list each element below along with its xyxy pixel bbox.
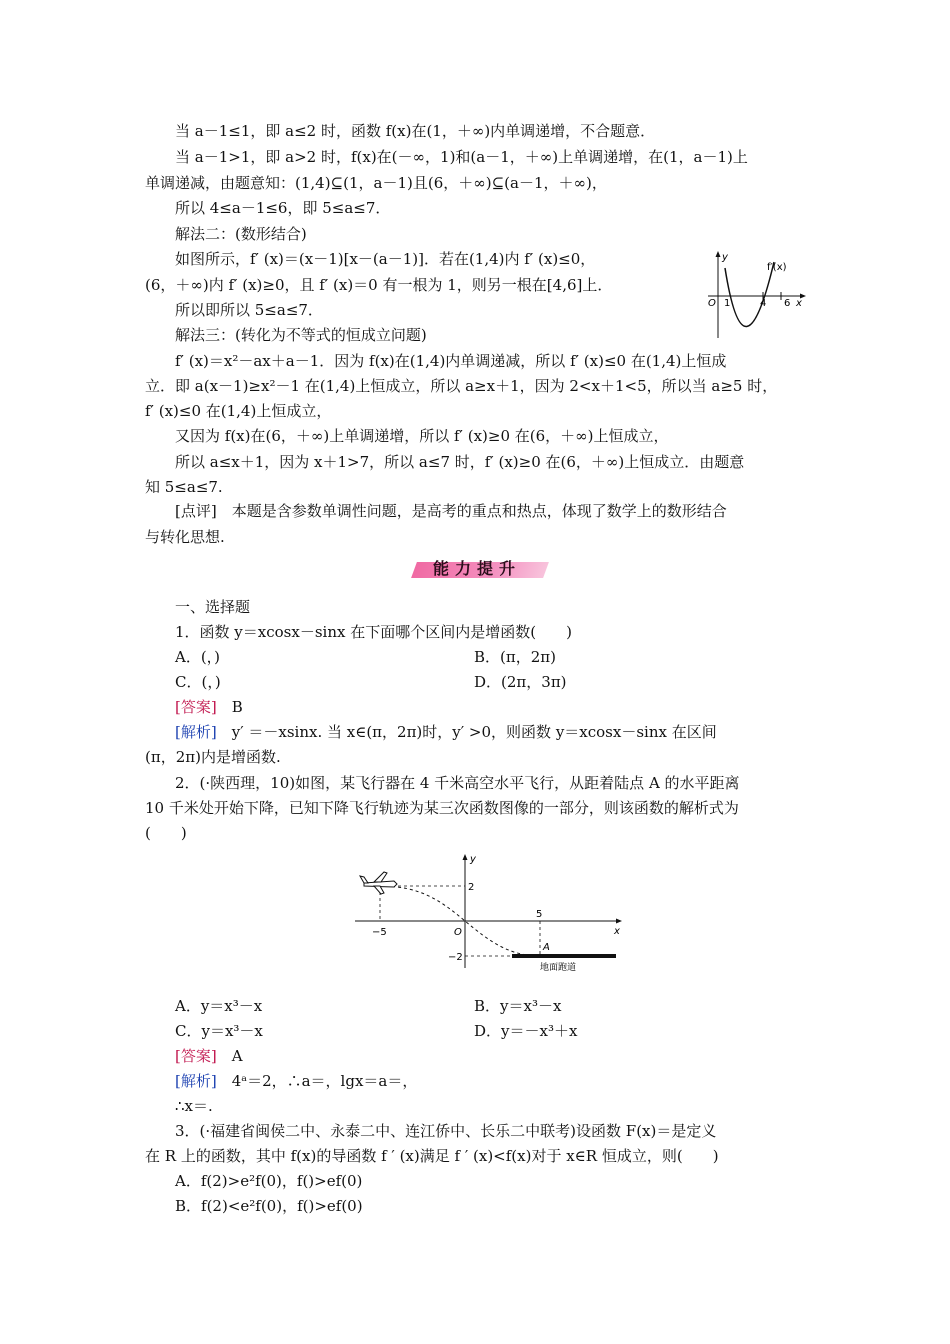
- section-heading: 一、选择题: [175, 598, 251, 616]
- y-axis-arrow: [463, 854, 468, 860]
- solution-line: 又因为 f(x)在(6，＋∞)上单调递增，所以 f′ (x)≥0 在(6，＋∞)上恒成立，: [175, 427, 669, 445]
- y-label: y: [470, 854, 476, 865]
- q2-option-b: B．y＝x³－x: [474, 997, 562, 1015]
- tick-neg2-label: −2: [448, 952, 463, 963]
- flight-path-figure: [350, 848, 625, 973]
- q3-option-a: A．f(2)>e²f(0)，f()>ef(0): [175, 1172, 363, 1190]
- curve-label: f′(x): [767, 262, 787, 273]
- method-title: 解法三：(转化为不等式的恒成立问题): [175, 326, 427, 344]
- solution-line: 所以即所以 5≤a≤7．: [175, 301, 323, 319]
- question-2-stem: ( ): [145, 824, 187, 842]
- comment-text: 本题是含参数单调性问题，是高考的重点和热点，体现了数学上的数形结合: [231, 502, 727, 520]
- x-axis-arrow: [616, 919, 622, 924]
- q1-analysis-line: (π，2π)内是增函数.: [145, 748, 281, 766]
- question-3-stem: 3．(·福建省闽侯二中、永泰二中、连江侨中、长乐二中联考)设函数 F(x)＝是定义: [175, 1122, 717, 1140]
- q1-analysis-text: y′ ＝－xsinx. 当 x∈(π，2π)时，y′ >0，则函数 y＝xcosx－sinx 在区间: [231, 723, 717, 741]
- question-2-stem: 2．(·陕西理，10)如图，某飞行器在 4 千米高空水平飞行，从距着陆点 A 的水平距离: [175, 774, 740, 792]
- q2-option-a: A．y＝x³－x: [175, 997, 263, 1015]
- section-title: 能力提升: [432, 559, 521, 578]
- solution-line: 所以 4≤a－1≤6，即 5≤a≤7．: [175, 199, 391, 217]
- tick-2-label: 2: [468, 882, 475, 893]
- question-2-stem: 10 千米处开始下降，已知下降飞行轨迹为某三次函数图像的一部分，则该函数的解析式为: [145, 799, 739, 817]
- y-label: y: [722, 252, 728, 263]
- solution-line: 当 a－1≤1，即 a≤2 时，函数 f(x)在(1，＋∞)内单调递增，不合题意．: [175, 122, 656, 140]
- q1-option-b: B．(π，2π): [474, 648, 556, 666]
- answer-tag: [答案]: [175, 1047, 217, 1065]
- solution-line: f′ (x)＝x²－ax＋a－1．因为 f(x)在(1,4)内单调递减，所以 f′ (x)≤0 在(1,4)上恒成: [175, 352, 727, 370]
- method-title: 解法二：(数形结合): [175, 225, 307, 243]
- origin-label: O: [454, 927, 462, 938]
- solution-line: 所以 a≤x＋1，因为 x＋1>7，所以 a≤7 时，f′ (x)≥0 在(6，＋∞)上恒成立．由题意: [175, 453, 745, 471]
- origin-label: O: [708, 298, 716, 309]
- tick-5-label: 5: [536, 909, 543, 920]
- solution-line: f′ (x)≤0 在(1,4)上恒成立，: [145, 402, 332, 420]
- analysis-tag: [解析]: [175, 1072, 217, 1090]
- q3-option-b: B．f(2)<e²f(0)，f()>ef(0): [175, 1197, 363, 1215]
- analysis-tag: [解析]: [175, 723, 217, 741]
- x-label: x: [796, 298, 802, 309]
- solution-line: 立．即 a(x－1)≥x²－1 在(1,4)上恒成立，所以 a≥x＋1，因为 2<x＋1<5，所以当 a≥5 时，: [145, 377, 778, 395]
- tick-neg5-label: −5: [372, 927, 387, 938]
- tick-1-label: 1: [724, 298, 731, 309]
- comment-line: 与转化思想.: [145, 528, 225, 546]
- q2-analysis-text: 4ᵃ＝2，∴a＝，lgx＝a＝，: [231, 1072, 418, 1090]
- comment-line: [175, 500, 727, 522]
- q2-option-c: C．y＝x³－x: [175, 1022, 263, 1040]
- q2-analysis-line: ∴x＝.: [175, 1097, 213, 1115]
- runway-bar: [512, 954, 616, 958]
- q2-answer-line: [175, 1045, 243, 1067]
- y-axis-arrow: [716, 251, 721, 257]
- q2-option-d: D．y＝－x³＋x: [474, 1022, 578, 1040]
- comment-tag: [点评]: [175, 502, 217, 520]
- airplane-icon: [360, 872, 397, 894]
- section-banner: [404, 558, 550, 580]
- q2-analysis-line: [175, 1070, 417, 1092]
- q1-option-d: D．(2π，3π): [474, 673, 567, 691]
- question-3-stem: 在 R 上的函数，其中 f(x)的导函数 f ′ (x)满足 f ′ (x)<f(x)对于 x∈R 恒成立，则( ): [145, 1147, 719, 1165]
- point-a-label: A: [543, 942, 550, 953]
- solution-line: 当 a－1>1，即 a>2 时，f(x)在(－∞，1)和(a－1，＋∞)上单调递增，在(1，a－1)上: [175, 148, 748, 166]
- tick-6-label: 6: [784, 298, 791, 309]
- q1-option-c: C．(，): [175, 673, 221, 691]
- question-1-stem: 1．函数 y＝xcosx－sinx 在下面哪个区间内是增函数( ): [175, 623, 572, 641]
- answer-tag: [答案]: [175, 698, 217, 716]
- solution-line: 如图所示，f′ (x)＝(x－1)[x－(a－1)]．若在(1,4)内 f′ (x)≤0，: [175, 250, 596, 268]
- q1-option-a: A．(，): [175, 648, 221, 666]
- q1-answer-line: [175, 696, 243, 718]
- solution-line: 单调递减，由题意知：(1,4)⊆(1，a－1)且(6，＋∞)⊆(a－1，＋∞)，: [145, 174, 607, 192]
- derivative-graph: [700, 248, 810, 343]
- q2-answer: A: [231, 1047, 243, 1065]
- x-label: x: [614, 926, 620, 937]
- q1-answer: B: [231, 698, 243, 716]
- q1-analysis-line: [175, 721, 717, 743]
- solution-line: 知 5≤a≤7.: [145, 478, 223, 496]
- runway-label: 地面跑道: [540, 963, 577, 973]
- solution-line: (6，＋∞)内 f′ (x)≥0，且 f′ (x)＝0 有一根为 1，则另一根在[4,6]上．: [145, 276, 613, 294]
- tick-4-label: 4: [760, 298, 767, 309]
